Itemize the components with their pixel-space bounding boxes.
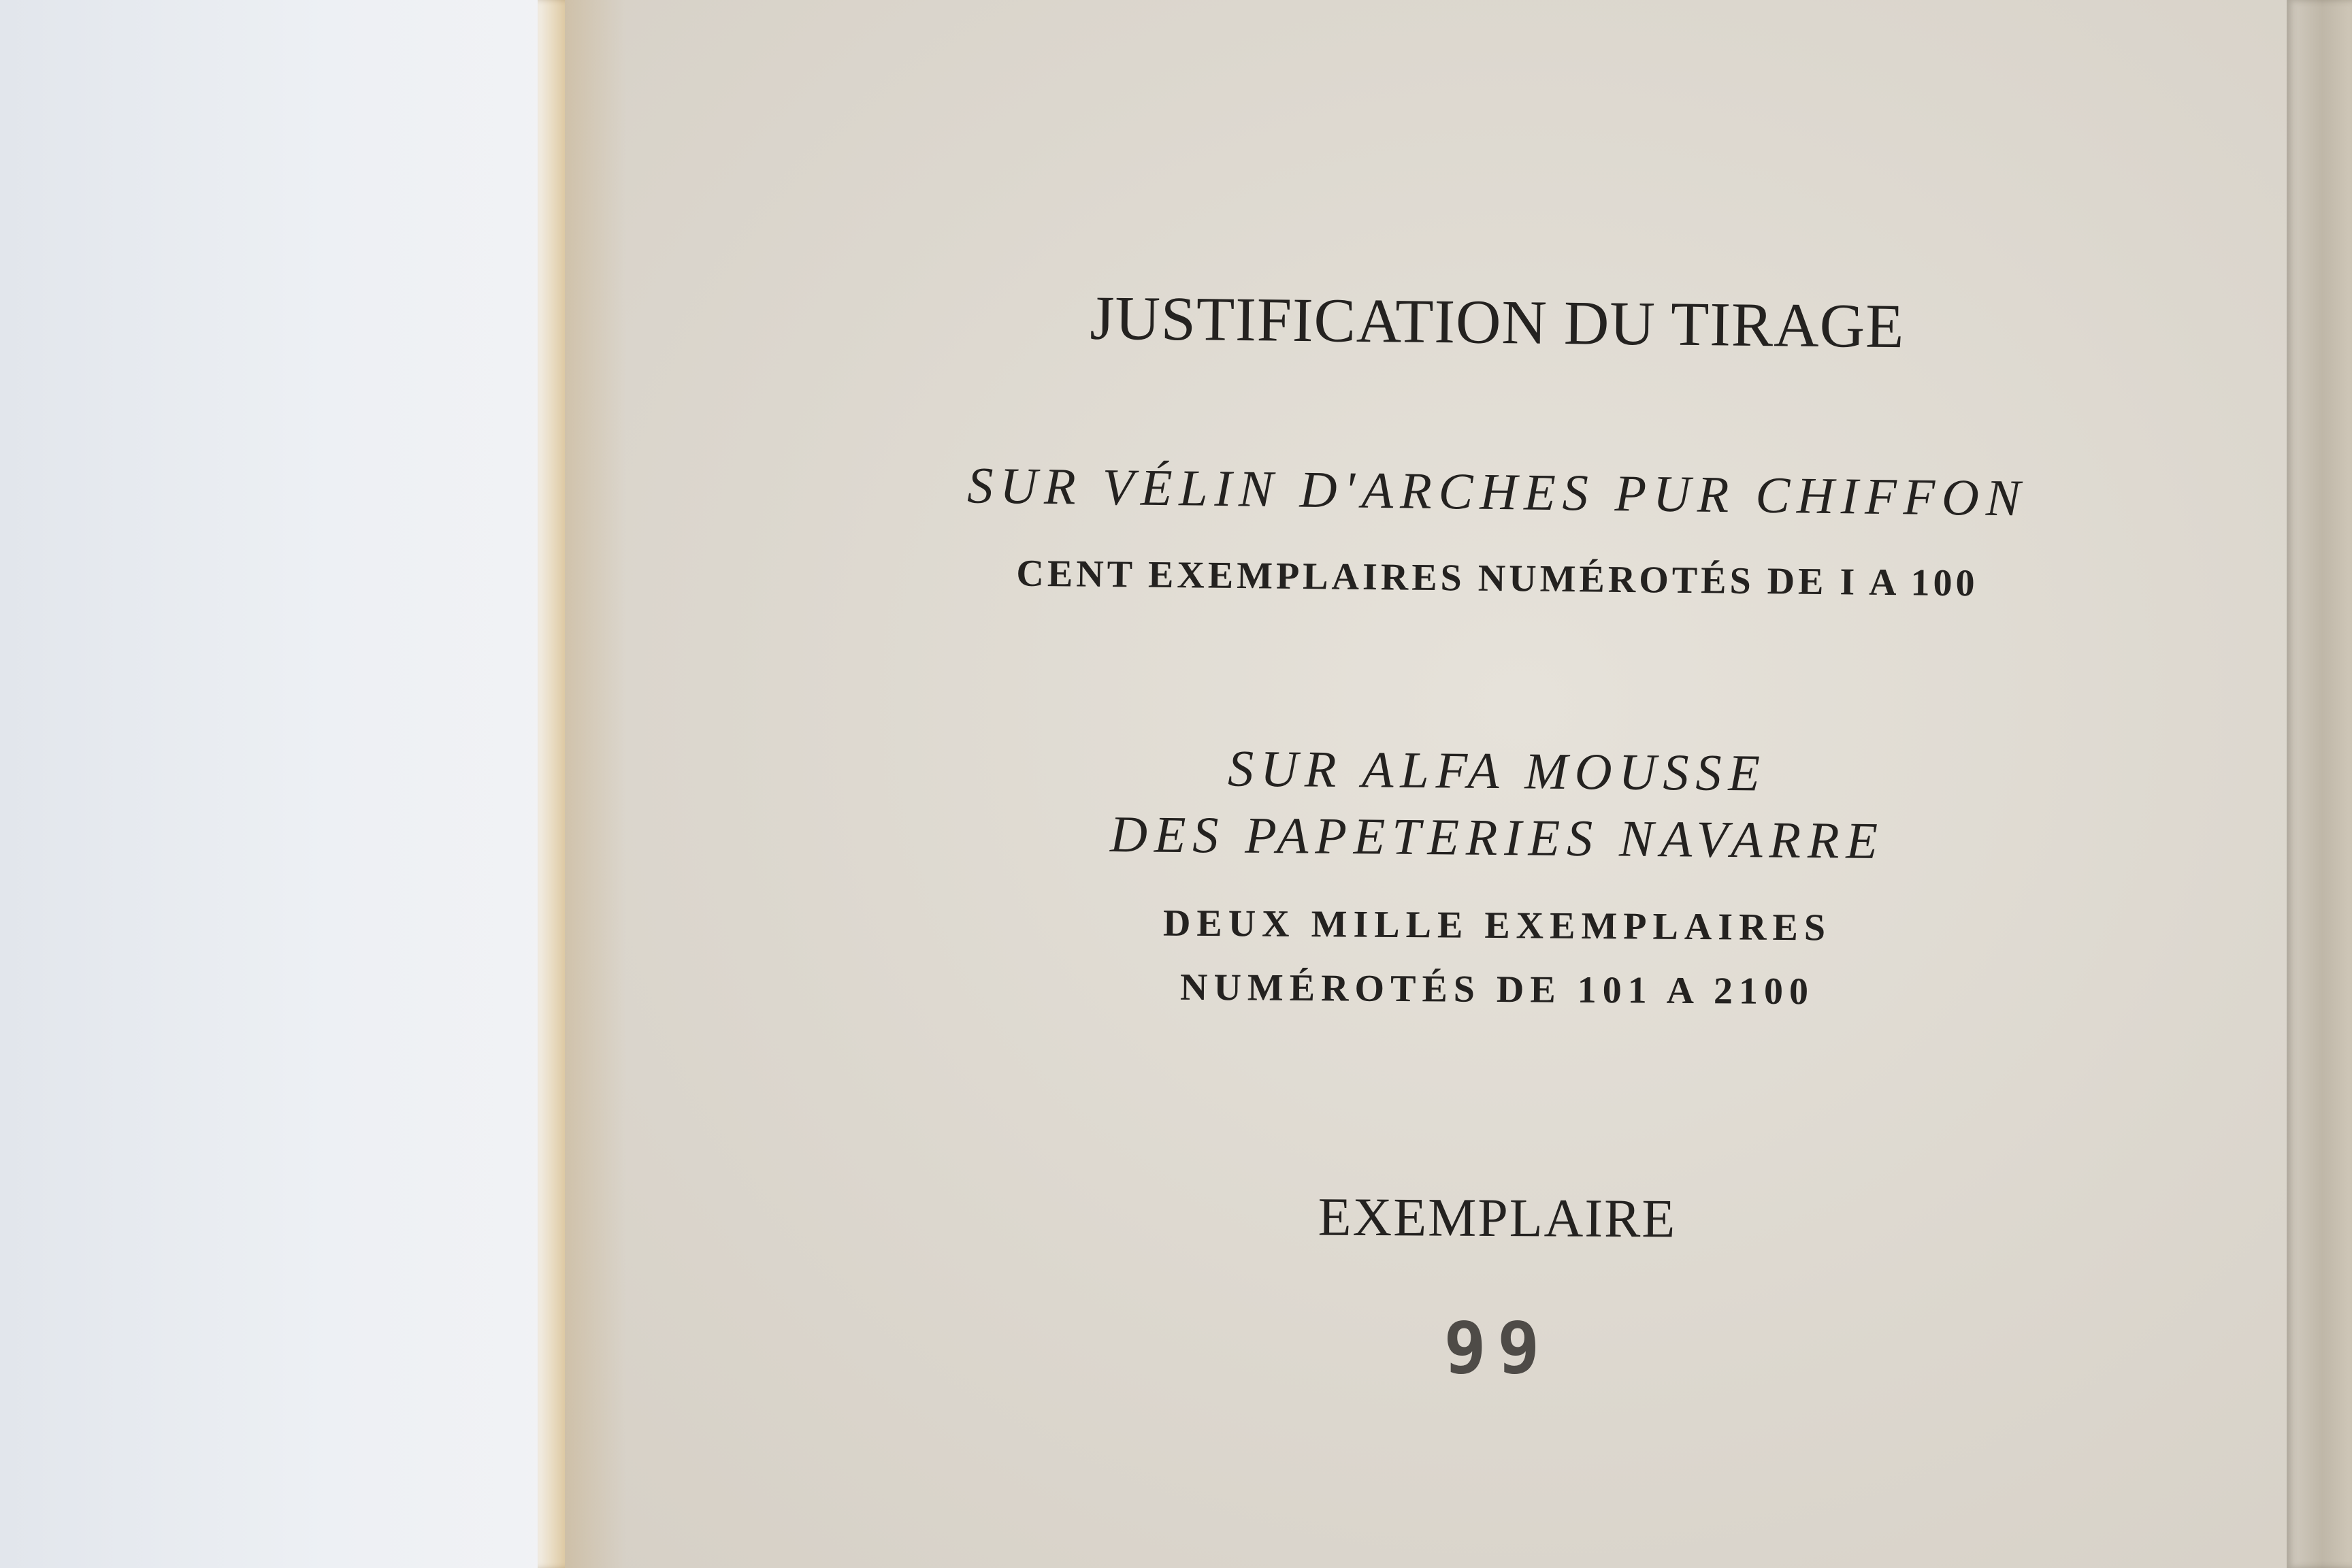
page-right-edge	[2287, 0, 2352, 1568]
edition-count-2-line-2: NUMÉROTÉS DE 101 A 2100	[1179, 966, 1815, 1013]
paper-type-2-line-1: SUR ALFA MOUSSE	[1227, 740, 1767, 802]
paper-type-2-line-2: DES PAPETERIES NAVARRE	[1109, 806, 1885, 870]
copy-label: EXEMPLAIRE	[1318, 1187, 1677, 1250]
page-heading: JUSTIFICATION DU TIRAGE	[1090, 282, 1905, 361]
page-gutter-shade	[565, 0, 626, 1568]
edition-count-2-line-1: DEUX MILLE EXEMPLAIRES	[1162, 902, 1832, 949]
paper-type-1: SUR VÉLIN D'ARCHES PUR CHIFFON	[966, 457, 2028, 527]
edition-count-1: CENT EXEMPLAIRES NUMÉROTÉS DE I A 100	[1016, 552, 1978, 605]
copy-number-stamp: 99	[1443, 1307, 1551, 1390]
background	[0, 0, 551, 1568]
